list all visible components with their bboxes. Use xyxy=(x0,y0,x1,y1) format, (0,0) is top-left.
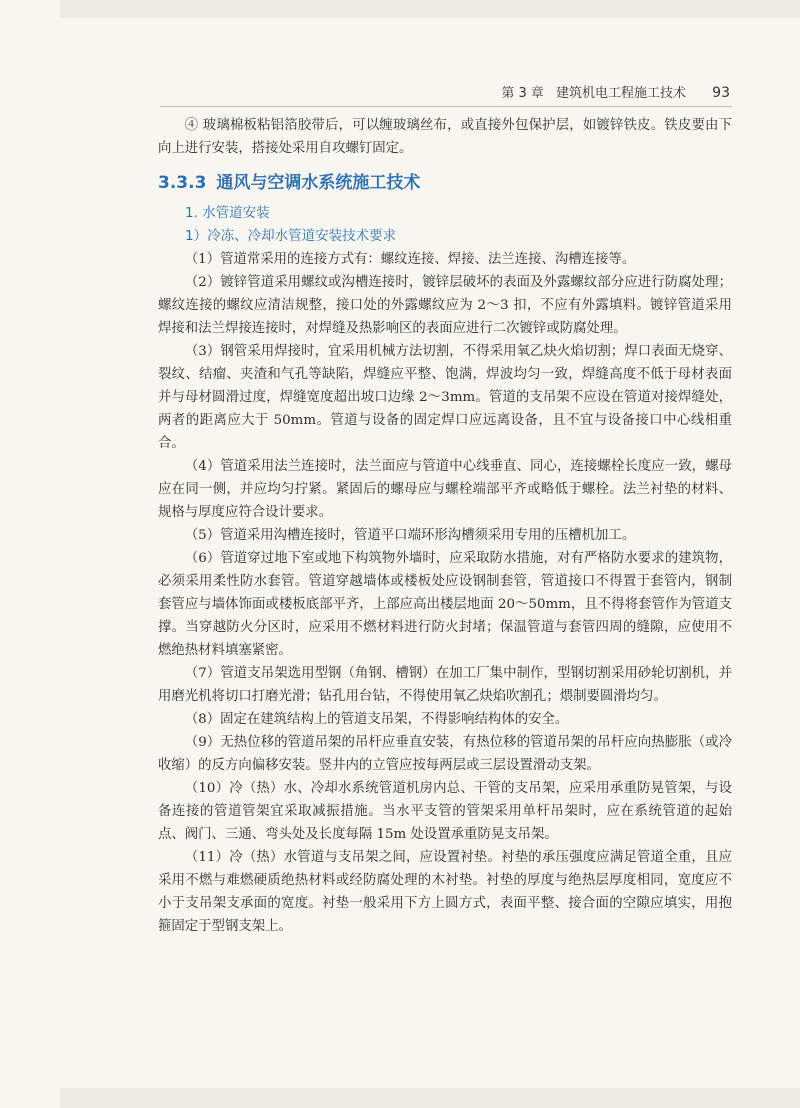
paragraph-3: （3）钢管采用焊接时，宜采用机械方法切割，不得采用氧乙炔火焰切割；焊口表面无烧穿、裂纹、结瘤、夹渣和气孔等缺陷，焊缝应平整、饱满，焊波均匀一致，焊缝高度不低于母材表面并与母材圆滑过度，焊缝宽度超出坡口边缘 2～3mm。管道的支吊架不应设在管道对接焊缝处，两者的距离应大于 50mm。管道与设备的固定焊口应远离设备，且不宜与设备接口中心线相重合。 xyxy=(158,344,732,451)
subsection-heading: 1. 水管道安装 xyxy=(185,205,270,221)
paragraph-1: （1）管道常采用的连接方式有：螺纹连接、焊接、法兰连接、沟槽连接等。 xyxy=(184,252,636,267)
paragraph-11: （11）冷（热）水管道与支吊架之间，应设置衬垫。衬垫的承压强度应满足管道全重，且应采用不燃与难燃硬质绝热材料或经防腐处理的木衬垫。衬垫的厚度与绝热层厚度相同，宽度应不小于支吊架支承面的宽度。衬垫一般采用下方上圆方式，表面平整、接合面的空隙应填实，用抱箍固定于型钢支架上。 xyxy=(158,850,732,934)
header-rule xyxy=(160,106,732,107)
running-header xyxy=(160,82,730,106)
scan-edge-bottom xyxy=(60,1088,800,1108)
page-number: 93 xyxy=(712,85,730,101)
chapter-label: 第 3 章 xyxy=(501,86,544,101)
scan-edge-top xyxy=(60,0,800,18)
paragraph-7: （7）管道支吊架选用型钢（角钢、槽钢）在加工厂集中制作，型钢切割采用砂轮切割机，并用磨光机将切口打磨光滑；钻孔用台钻，不得使用氧乙炔焰吹割孔；煨制要圆滑均匀。 xyxy=(158,666,732,704)
paragraph-10: （10）冷（热）水、冷却水系统管道机房内总、干管的支吊架，应采用承重防晃管架，与设备连接的管道管架宜采取减振措施。当水平支管的管架采用单杆吊架时，应在系统管道的起始点、阀门、三通、弯头处及长度每隔 15m 处设置承重防晃支吊架。 xyxy=(158,781,732,842)
paragraph-4: （4）管道采用法兰连接时，法兰面应与管道中心线垂直、同心，连接螺栓长度应一致，螺母应在同一侧，并应均匀拧紧。紧固后的螺母应与螺栓端部平齐或略低于螺栓。法兰衬垫的材料、规格与厚度应符合设计要求。 xyxy=(158,459,732,520)
section-title: 通风与空调水系统施工技术 xyxy=(216,173,421,193)
subsubsection-heading: 1）冷冻、冷却水管道安装技术要求 xyxy=(185,228,397,244)
section-number: 3.3.3 xyxy=(158,173,207,193)
paragraph-9: （9）无热位移的管道吊架的吊杆应垂直安装，有热位移的管道吊架的吊杆应向热膨胀（或冷收缩）的反方向偏移安装。竖井内的立管应按每两层或三层设置滑动支架。 xyxy=(158,735,732,773)
section-heading xyxy=(158,170,732,196)
paragraph-5: （5）管道采用沟槽连接时，管道平口端环形沟槽须采用专用的压槽机加工。 xyxy=(184,528,636,543)
paragraph-2: （2）镀锌管道采用螺纹或沟槽连接时，镀锌层破坏的表面及外露螺纹部分应进行防腐处理；螺纹连接的螺纹应清洁规整，接口处的外露螺纹应为 2～3 扣，不应有外露填料。镀锌管道采用焊接和法兰焊接连接时，对焊缝及热影响区的表面应进行二次镀锌或防腐处理。 xyxy=(158,275,732,336)
chapter-title: 建筑机电工程施工技术 xyxy=(556,86,687,101)
paragraph-8: （8）固定在建筑结构上的管道支吊架，不得影响结构体的安全。 xyxy=(184,712,569,727)
page-body xyxy=(158,114,732,938)
intro-paragraph: ④ 玻璃棉板粘铝箔胶带后，可以缠玻璃丝布，或直接外包保护层，如镀锌铁皮。铁皮要由下向上进行安装，搭接处采用自攻螺钉固定。 xyxy=(158,118,732,156)
paragraph-6: （6）管道穿过地下室或地下构筑物外墙时，应采取防水措施，对有严格防水要求的建筑物，必须采用柔性防水套管。管道穿越墙体或楼板处应设钢制套管，管道接口不得置于套管内，钢制套管应与墙体饰面或楼板底部平齐，上部应高出楼层地面 20～50mm，且不得将套管作为管道支撑。当穿越防火分区时，应采用不燃材料进行防火封堵；保温管道与套管四周的缝隙，应使用不燃绝热材料填塞紧密。 xyxy=(158,551,732,658)
